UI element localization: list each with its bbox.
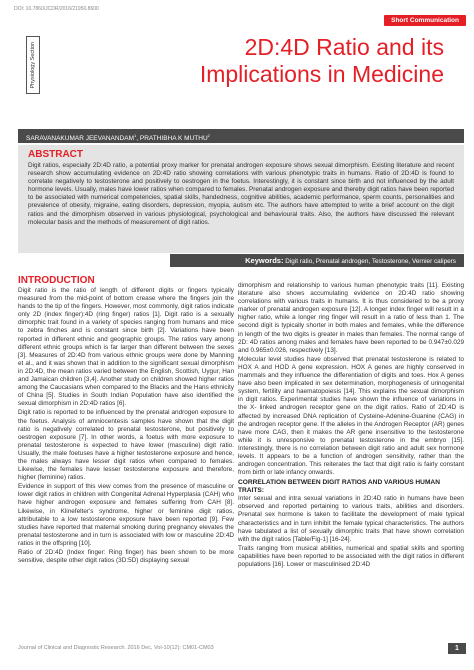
right-paragraph-2: Molecular level studies have observed that prenatal testosterone is related to HOX A and HOD A gene expression. HOX A genes are highly conserved in mammals and they influence the differentiation of digits and toes. Hox A genes have also been implicated in sex determination, morphogenesis of urinogenital system, fertility and haematopoiesis [14]. This explains the sexual dimorphism in digit ratios. Experimental studies have shown the influence of variations in the X- linked androgen receptor gene on the digit ratios. Ratio of 2D:4D is affected by increased DNA replication of Cysteine-Adenine-Guanine (CAG) in the androgen receptor gene. If the alleles in the Androgen Receptor (AR) genes have more CAG, then it makes the AR gene insensitive to the testosterone while it is unresponsive to prenatal testosterone in the embryo [15]. Interestingly, there is no correlation between digit ratio and adult sex hormone levels. It appears to be a function of androgen sensitivity, rather than the androgen concentration. This reiterates the fact that digit ratio is fairly constant from birth or late infancy onwards. <box>238 355 464 477</box>
author-separator: , <box>136 135 140 143</box>
journal-footer: Journal of Clinical and Diagnostic Research. 2016 Dec, Vol-10(12): CM01-CM03 <box>18 645 214 651</box>
section-label-text: Physiology Section <box>30 41 36 89</box>
page-number: 1 <box>448 643 466 654</box>
abstract-heading: ABSTRACT <box>28 149 83 160</box>
intro-paragraph-4: Ratio of 2D:4D (Index finger: Ring finger) has been shown to be more sensitive, despite other digit ratios (3D:5D) displaying sexual <box>18 549 234 565</box>
right-paragraph-3: Inter sexual and intra sexual variations in 2D:4D ratio in humans have been observed and reported pertaining to various traits, abilities and disorders. Prenatal sex hormone is taken to facilitate the development of male typical characteristics and in turn inhibit the female typical characteristics. The authors have tabulated a list of sexually dimorphic traits that have shown correlation with the digit ratios [Table/Fig-1] [16-24]. <box>238 495 464 543</box>
keywords-label: Keywords: <box>245 256 284 265</box>
article-title <box>200 34 444 88</box>
intro-paragraph-1: Digit ratio is the ratio of length of different digits or fingers typically measured from the mid-point of bottom crease where the fingers join the hands to the tip of the fingers. However, most commonly, digit ratios indicate only 2D (index finger):4D (ring finger) ratios [1]. Digit ratio is a sexually dimorphic trait found in a variety of species ranging from humans and mice to zebra finches and is constant since birth [2]. Variations have been reported in different ethnic and geographic groups. The ratios vary among different ethnic groups which is far larger than different between the sexes [3]. Measures of 2D:4D from various ethnic groups were done by Manning et al., and it was shown that in addition to the significant sexual dimorphism in 2D:4D, the mean ratios varied between the English, Scottish, Uygur, Han and Jamaican children [3,4]. Another study on children showed higher ratios among the Caucasians when compared to the Blacks and the Hans ethnicity of China [5]. Studies in South Indian Population have also identified the sexual dimorphism in 2D:4D ratios [6]. <box>18 287 234 408</box>
intro-paragraph-3: Evidence in support of this view comes from the presence of masculine or lower digit ratios in children with Congenital Adrenal Hyperplasia (CAH) who have higher androgen exposure and females suffering from CAH [8]. Likewise, in Klinefelter's syndrome, higher or feminine digit ratios, attributable to a low testosterone exposure have been reported [9]. Few studies have reported that maternal smoking during pregnancy elevates the prenatal testosterone and in turn is associated with low or masculine 2D:4D ratios in the offspring [10]. <box>18 483 234 547</box>
abstract-box <box>18 145 464 253</box>
introduction-heading: INTRODUCTION <box>18 275 95 286</box>
author-2: PRATHIBHA K MUTHU <box>139 135 208 143</box>
doi-text: DOI: 10.7860/JCDR/2016/21950.8600 <box>14 6 99 12</box>
author-1-affiliation: 1 <box>134 133 137 138</box>
article-title-line1: 2D:4D Ratio and its <box>244 34 444 60</box>
article-title-line2: Implications in Medicine <box>199 61 444 87</box>
keywords-text: Digit ratio, Prenatal androgen, Testosterone, Vernier calipers <box>285 258 456 265</box>
article-type-badge: Short Communication <box>384 15 466 26</box>
author-2-affiliation: 2 <box>207 133 210 138</box>
intro-paragraph-2: Digit ratio is reported to be influenced by the prenatal androgen exposure to the foetus. Analysis of amniocentesis samples have shown that the digit ratio is negatively correlated to prenatal testosterone, but positively to oestrogen exposure [7]. In other words, a foetus with more exposure to prenatal testosterone is expected to have lower (masculine) digit ratio. Usually, the male foetuses have a higher testosterone exposure and hence, the males always have lesser digit ratios when compared to females. Likewise, the females have lesser testosterone exposure and therefore, higher (feminine) ratios. <box>18 409 234 482</box>
author-1: SARAVANAKUMAR JEEVANANDAM <box>26 135 134 143</box>
section-label <box>26 36 40 94</box>
keywords-bar <box>170 254 464 267</box>
correlation-subheading: CORRELATION BETWEEN DIGIT RATIOS AND VARIOUS HUMAN TRAITS: <box>238 479 440 494</box>
right-paragraph-1: dimorphism and relationship to various human phenotypic traits [11]. Existing literature also shows accumulating evidence on 2D:4D ratio showing correlations with various traits in humans. It is thus considered to be a proxy marker of prenatal androgen exposure [12]. A longer index finger will result in a higher ratio, while a longer ring finger will result in a ratio of less than 1. The second digit is typically shorter in both males and females, while the difference in length of the two digits is greater in males than females. The normal range of 2D: 4D ratios among males and females have been reported to be 0.947±0.029 and 0.965±0.026, respectively [13]. <box>238 282 464 354</box>
author-bar <box>18 129 464 143</box>
right-paragraph-4: Traits ranging from musical abilities, numerical and spatial skills and sporting capabilities have been reported to be associated with the digit ratios in different populations [16]. Lower or masculinised 2D:4D <box>238 544 464 568</box>
left-column <box>18 275 234 566</box>
abstract-text: Digit ratios, especially 2D:4D ratio, a potential proxy marker for prenatal androgen exposure shows sexual dimorphism. Existing literature and recent research show accumulating evidence on 2D:4D ratio showing correlations with various phenotypic traits in humans. Ratio of 2D:4D is found to correlate negatively to testosterone and positively to oestrogen in the foetus. Interestingly, it is constant since birth and not influenced by the adult hormone levels. Usually, males have lower ratios when compared to females. Prenatal androgen exposure and thereby digit ratios have been reported to be associated with numerical competencies, spatial skills, handedness, cognitive abilities, academic performance, sperm counts, personalities and prevalence of obesity, migraine, eating disorders, depression, myopia, autism etc. The authors have attempted to write a brief account on the digit ratios and the dimorphism observed in various physiological, psychological and behavioural traits. Also, the authors have discussed the relevant molecular basis and the methods of measurement of digit ratios. <box>28 162 454 226</box>
right-column <box>238 282 464 570</box>
